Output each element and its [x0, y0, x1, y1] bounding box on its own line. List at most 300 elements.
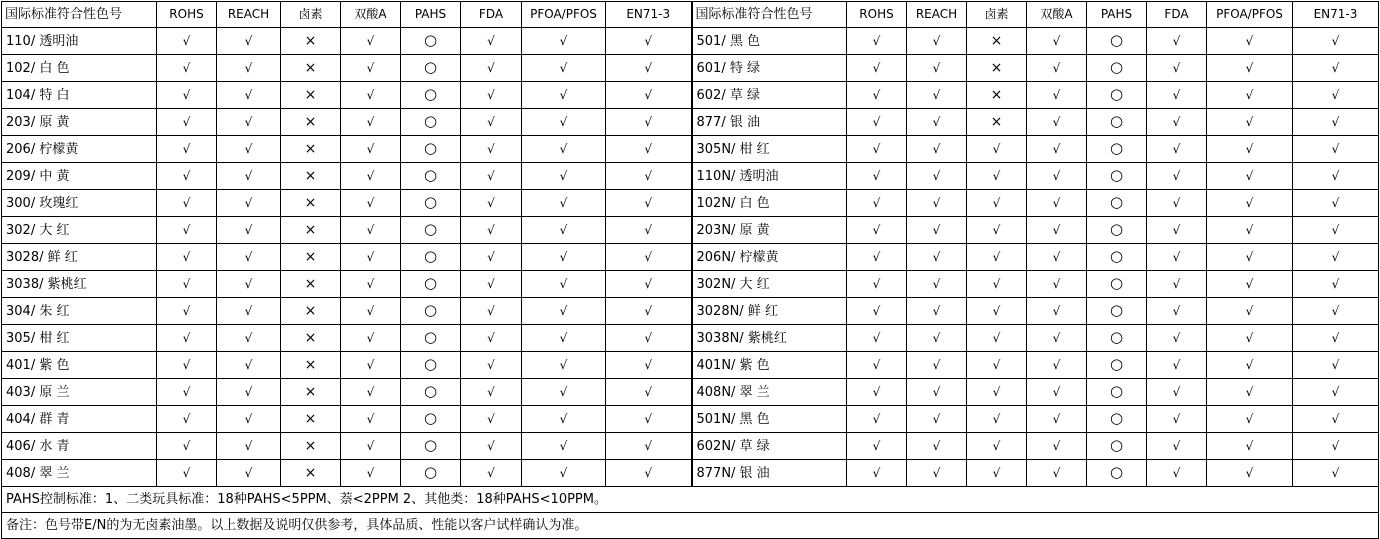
halogen-cell [281, 325, 341, 352]
fda-cell [461, 271, 522, 298]
rohs-cell [847, 244, 907, 271]
table-row [2, 136, 1379, 163]
pahs-cell [401, 325, 461, 352]
color-code-cell: 602N/ 草 绿 [692, 433, 847, 460]
pfoa-pfos-cell [1207, 217, 1293, 244]
check-icon: √ [244, 222, 253, 237]
check-icon: √ [182, 33, 191, 48]
check-icon: √ [932, 222, 941, 237]
check-icon: √ [872, 384, 881, 399]
color-code-cell: 305/ 柑 红 [2, 325, 157, 352]
circle-icon: ○ [1109, 166, 1124, 184]
check-icon: √ [1245, 438, 1254, 453]
en71-3-cell [606, 190, 692, 217]
check-icon: √ [1331, 330, 1340, 345]
halogen-cell [281, 433, 341, 460]
rohs-cell [157, 406, 217, 433]
check-icon: √ [644, 87, 653, 102]
check-icon: √ [932, 33, 941, 48]
table-row [2, 82, 1379, 109]
reach-cell [217, 460, 281, 487]
pahs-cell [1087, 136, 1147, 163]
check-icon: √ [644, 60, 653, 75]
check-icon: √ [872, 33, 881, 48]
rohs-cell [847, 55, 907, 82]
bisphenol-a-cell [1027, 352, 1087, 379]
check-icon: √ [366, 33, 375, 48]
reach-cell [907, 55, 967, 82]
check-icon: √ [487, 60, 495, 75]
rohs-cell [157, 433, 217, 460]
check-icon: √ [1172, 33, 1181, 48]
check-icon: √ [1052, 222, 1061, 237]
halogen-cell [281, 55, 341, 82]
check-icon: √ [1331, 465, 1340, 480]
color-code-cell: 501N/ 黑 色 [692, 406, 847, 433]
circle-icon: ○ [1109, 85, 1124, 103]
pahs-cell [401, 406, 461, 433]
fda-cell [1147, 460, 1207, 487]
check-icon: √ [559, 168, 568, 183]
check-icon: √ [366, 141, 375, 156]
check-icon: √ [366, 195, 375, 210]
check-icon: √ [932, 384, 941, 399]
check-icon: √ [872, 465, 881, 480]
fda-cell [1147, 217, 1207, 244]
check-icon: √ [1052, 357, 1061, 372]
check-icon: √ [366, 357, 375, 372]
table-row [2, 325, 1379, 352]
bisphenol-a-cell [341, 244, 401, 271]
pahs-cell [401, 217, 461, 244]
check-icon: √ [932, 114, 941, 129]
check-icon: √ [644, 465, 653, 480]
check-icon: √ [1331, 141, 1340, 156]
column-header-rohs-left: ROHS [157, 2, 217, 28]
halogen-cell [967, 298, 1027, 325]
bisphenol-a-cell [341, 298, 401, 325]
bisphenol-a-cell [341, 406, 401, 433]
reach-cell [217, 217, 281, 244]
check-icon: √ [1245, 141, 1254, 156]
check-icon: √ [1172, 168, 1181, 183]
rohs-cell [847, 433, 907, 460]
check-icon: √ [1331, 249, 1340, 264]
pfoa-pfos-cell [522, 109, 606, 136]
circle-icon: ○ [1109, 382, 1124, 400]
check-icon: √ [992, 465, 1001, 480]
check-icon: √ [644, 384, 653, 399]
color-code-cell: 110/ 透明油 [2, 28, 157, 55]
fda-cell [461, 433, 522, 460]
check-icon: √ [366, 276, 375, 291]
halogen-cell [281, 271, 341, 298]
column-header-en71-3-right: EN71-3 [1293, 2, 1379, 28]
reach-cell [217, 352, 281, 379]
halogen-cell [281, 190, 341, 217]
pfoa-pfos-cell [1207, 433, 1293, 460]
check-icon: √ [487, 249, 495, 264]
halogen-cell [967, 325, 1027, 352]
fda-cell [1147, 28, 1207, 55]
check-icon: √ [487, 141, 495, 156]
pahs-cell [401, 298, 461, 325]
bisphenol-a-cell [1027, 406, 1087, 433]
color-code-cell: 3038/ 紫桃红 [2, 271, 157, 298]
compliance-table [1, 1, 1379, 539]
table-row [2, 190, 1379, 217]
check-icon: √ [1052, 330, 1061, 345]
reach-cell [907, 244, 967, 271]
color-code-cell: 406/ 水 青 [2, 433, 157, 460]
check-icon: √ [872, 303, 881, 318]
check-icon: √ [559, 357, 568, 372]
color-code-cell: 877/ 银 油 [692, 109, 847, 136]
halogen-cell [281, 406, 341, 433]
pfoa-pfos-cell [1207, 325, 1293, 352]
check-icon: √ [559, 60, 568, 75]
circle-icon: ○ [423, 301, 438, 319]
check-icon: √ [559, 411, 568, 426]
check-icon: √ [244, 168, 253, 183]
check-icon: √ [559, 87, 568, 102]
column-header-pfoa-pfos-left: PFOA/PFOS [522, 2, 606, 28]
circle-icon: ○ [1109, 409, 1124, 427]
check-icon: √ [1245, 87, 1254, 102]
check-icon: √ [932, 411, 941, 426]
bisphenol-a-cell [1027, 109, 1087, 136]
en71-3-cell [1293, 190, 1379, 217]
table-row [2, 406, 1379, 433]
cross-icon: × [304, 464, 317, 481]
check-icon: √ [487, 222, 495, 237]
reach-cell [907, 433, 967, 460]
circle-icon: ○ [423, 328, 438, 346]
check-icon: √ [244, 303, 253, 318]
fda-cell [1147, 190, 1207, 217]
check-icon: √ [1052, 438, 1061, 453]
pfoa-pfos-cell [1207, 190, 1293, 217]
check-icon: √ [932, 141, 941, 156]
check-icon: √ [1331, 303, 1340, 318]
reach-cell [907, 298, 967, 325]
pahs-cell [1087, 460, 1147, 487]
color-code-cell: 206/ 柠檬黄 [2, 136, 157, 163]
check-icon: √ [1052, 114, 1061, 129]
color-code-cell: 401N/ 紫 色 [692, 352, 847, 379]
bisphenol-a-cell [341, 136, 401, 163]
check-icon: √ [559, 141, 568, 156]
pfoa-pfos-cell [1207, 379, 1293, 406]
check-icon: √ [992, 249, 1001, 264]
cross-icon: × [304, 410, 317, 427]
check-icon: √ [244, 33, 253, 48]
pahs-cell [1087, 352, 1147, 379]
table-row [2, 55, 1379, 82]
check-icon: √ [366, 114, 375, 129]
check-icon: √ [244, 438, 253, 453]
check-icon: √ [1245, 384, 1254, 399]
bisphenol-a-cell [1027, 271, 1087, 298]
column-header-reach-right: REACH [907, 2, 967, 28]
check-icon: √ [487, 303, 495, 318]
color-code-cell: 304/ 朱 红 [2, 298, 157, 325]
check-icon: √ [1052, 87, 1061, 102]
halogen-cell [281, 379, 341, 406]
check-icon: √ [1172, 195, 1181, 210]
check-icon: √ [182, 195, 191, 210]
color-code-cell: 203/ 原 黄 [2, 109, 157, 136]
cross-icon: × [304, 275, 317, 292]
check-icon: √ [244, 357, 253, 372]
reach-cell [217, 55, 281, 82]
cross-icon: × [304, 302, 317, 319]
check-icon: √ [559, 114, 568, 129]
bisphenol-a-cell [341, 433, 401, 460]
pahs-cell [1087, 379, 1147, 406]
reach-cell [217, 433, 281, 460]
fda-cell [1147, 55, 1207, 82]
en71-3-cell [606, 109, 692, 136]
column-header-rohs-right: ROHS [847, 2, 907, 28]
check-icon: √ [182, 60, 191, 75]
remark-note: 备注：色号带E/N的为无卤素油墨。以上数据及说明仅供参考，具体品质、性能以客户试样确认为准。 [2, 513, 1379, 539]
check-icon: √ [182, 411, 191, 426]
fda-cell [461, 136, 522, 163]
check-icon: √ [559, 195, 568, 210]
rohs-cell [157, 109, 217, 136]
check-icon: √ [872, 222, 881, 237]
check-icon: √ [1331, 87, 1340, 102]
rohs-cell [847, 298, 907, 325]
check-icon: √ [1331, 411, 1340, 426]
rohs-cell [157, 244, 217, 271]
pfoa-pfos-cell [522, 460, 606, 487]
column-header-en71-3-left: EN71-3 [606, 2, 692, 28]
color-code-cell: 408/ 翠 兰 [2, 460, 157, 487]
check-icon: √ [244, 330, 253, 345]
check-icon: √ [1052, 195, 1061, 210]
check-icon: √ [932, 303, 941, 318]
halogen-cell [281, 298, 341, 325]
check-icon: √ [182, 249, 191, 264]
table-row [2, 379, 1379, 406]
pahs-cell [401, 352, 461, 379]
rohs-cell [847, 136, 907, 163]
pahs-cell [1087, 28, 1147, 55]
circle-icon: ○ [1109, 193, 1124, 211]
circle-icon: ○ [423, 31, 438, 49]
check-icon: √ [932, 87, 941, 102]
check-icon: √ [992, 438, 1001, 453]
color-code-cell: 401/ 紫 色 [2, 352, 157, 379]
reach-cell [217, 244, 281, 271]
reach-cell [217, 406, 281, 433]
reach-cell [217, 271, 281, 298]
check-icon: √ [1052, 60, 1061, 75]
circle-icon: ○ [423, 220, 438, 238]
en71-3-cell [1293, 217, 1379, 244]
halogen-cell [967, 406, 1027, 433]
pahs-cell [1087, 163, 1147, 190]
cross-icon: × [304, 59, 317, 76]
pfoa-pfos-cell [1207, 460, 1293, 487]
pahs-cell [401, 82, 461, 109]
circle-icon: ○ [1109, 274, 1124, 292]
column-header-reach-left: REACH [217, 2, 281, 28]
color-code-cell: 104/ 特 白 [2, 82, 157, 109]
pahs-cell [401, 109, 461, 136]
circle-icon: ○ [423, 139, 438, 157]
check-icon: √ [487, 87, 495, 102]
en71-3-cell [606, 352, 692, 379]
en71-3-cell [606, 325, 692, 352]
pahs-cell [1087, 325, 1147, 352]
reach-cell [907, 460, 967, 487]
fda-cell [461, 406, 522, 433]
reach-cell [907, 325, 967, 352]
bisphenol-a-cell [341, 271, 401, 298]
reach-cell [217, 298, 281, 325]
pahs-cell [1087, 55, 1147, 82]
halogen-cell [967, 271, 1027, 298]
check-icon: √ [644, 276, 653, 291]
halogen-cell [281, 82, 341, 109]
reach-cell [217, 190, 281, 217]
table-row [2, 460, 1379, 487]
check-icon: √ [1331, 438, 1340, 453]
pahs-cell [1087, 433, 1147, 460]
pahs-cell [401, 136, 461, 163]
bisphenol-a-cell [341, 163, 401, 190]
color-code-cell: 403/ 原 兰 [2, 379, 157, 406]
fda-cell [1147, 271, 1207, 298]
fda-cell [1147, 379, 1207, 406]
check-icon: √ [1245, 195, 1254, 210]
bisphenol-a-cell [1027, 298, 1087, 325]
circle-icon: ○ [1109, 58, 1124, 76]
fda-cell [461, 298, 522, 325]
en71-3-cell [1293, 271, 1379, 298]
check-icon: √ [644, 411, 653, 426]
cross-icon: × [304, 221, 317, 238]
check-icon: √ [559, 276, 568, 291]
check-icon: √ [1172, 60, 1181, 75]
pfoa-pfos-cell [522, 433, 606, 460]
check-icon: √ [1172, 465, 1181, 480]
check-icon: √ [1172, 87, 1181, 102]
check-icon: √ [487, 411, 495, 426]
reach-cell [907, 217, 967, 244]
check-icon: √ [1172, 438, 1181, 453]
halogen-cell [967, 82, 1027, 109]
check-icon: √ [1172, 330, 1181, 345]
color-code-cell: 102N/ 白 色 [692, 190, 847, 217]
column-header-pahs-left: PAHS [401, 2, 461, 28]
check-icon: √ [992, 330, 1001, 345]
pahs-cell [401, 460, 461, 487]
check-icon: √ [366, 87, 375, 102]
color-code-cell: 3028/ 鲜 红 [2, 244, 157, 271]
check-icon: √ [366, 330, 375, 345]
check-icon: √ [992, 384, 1001, 399]
column-header-bisphenol-a-left: 双酸A [341, 2, 401, 28]
check-icon: √ [872, 330, 881, 345]
halogen-cell [967, 136, 1027, 163]
check-icon: √ [244, 276, 253, 291]
check-icon: √ [1245, 168, 1254, 183]
header-row [2, 2, 1379, 28]
table-row [2, 217, 1379, 244]
color-code-cell: 601/ 特 绿 [692, 55, 847, 82]
halogen-cell [967, 244, 1027, 271]
check-icon: √ [1245, 60, 1254, 75]
pfoa-pfos-cell [522, 163, 606, 190]
check-icon: √ [559, 438, 568, 453]
circle-icon: ○ [1109, 463, 1124, 481]
reach-cell [907, 379, 967, 406]
pahs-cell [1087, 271, 1147, 298]
reach-cell [907, 109, 967, 136]
rohs-cell [847, 190, 907, 217]
check-icon: √ [932, 438, 941, 453]
check-icon: √ [1331, 114, 1340, 129]
en71-3-cell [606, 298, 692, 325]
circle-icon: ○ [1109, 220, 1124, 238]
check-icon: √ [872, 357, 881, 372]
circle-icon: ○ [1109, 112, 1124, 130]
check-icon: √ [182, 357, 191, 372]
fda-cell [461, 352, 522, 379]
color-code-cell: 302/ 大 红 [2, 217, 157, 244]
check-icon: √ [992, 195, 1001, 210]
en71-3-cell [606, 244, 692, 271]
check-icon: √ [182, 168, 191, 183]
fda-cell [1147, 352, 1207, 379]
check-icon: √ [1172, 114, 1181, 129]
check-icon: √ [182, 330, 191, 345]
rohs-cell [847, 460, 907, 487]
halogen-cell [967, 55, 1027, 82]
cross-icon: × [304, 329, 317, 346]
check-icon: √ [559, 249, 568, 264]
check-icon: √ [487, 168, 495, 183]
check-icon: √ [366, 438, 375, 453]
check-icon: √ [1331, 384, 1340, 399]
color-code-cell: 203N/ 原 黄 [692, 217, 847, 244]
pahs-cell [401, 190, 461, 217]
fda-cell [1147, 82, 1207, 109]
check-icon: √ [487, 33, 495, 48]
column-header-fda-left: FDA [461, 2, 522, 28]
color-code-cell: 602/ 草 绿 [692, 82, 847, 109]
rohs-cell [847, 163, 907, 190]
color-code-cell: 408N/ 翠 兰 [692, 379, 847, 406]
check-icon: √ [1172, 141, 1181, 156]
reach-cell [217, 325, 281, 352]
check-icon: √ [1331, 276, 1340, 291]
en71-3-cell [606, 163, 692, 190]
check-icon: √ [644, 330, 653, 345]
reach-cell [907, 406, 967, 433]
en71-3-cell [1293, 163, 1379, 190]
check-icon: √ [1331, 168, 1340, 183]
bisphenol-a-cell [341, 109, 401, 136]
check-icon: √ [182, 438, 191, 453]
bisphenol-a-cell [341, 190, 401, 217]
en71-3-cell [1293, 433, 1379, 460]
en71-3-cell [606, 271, 692, 298]
